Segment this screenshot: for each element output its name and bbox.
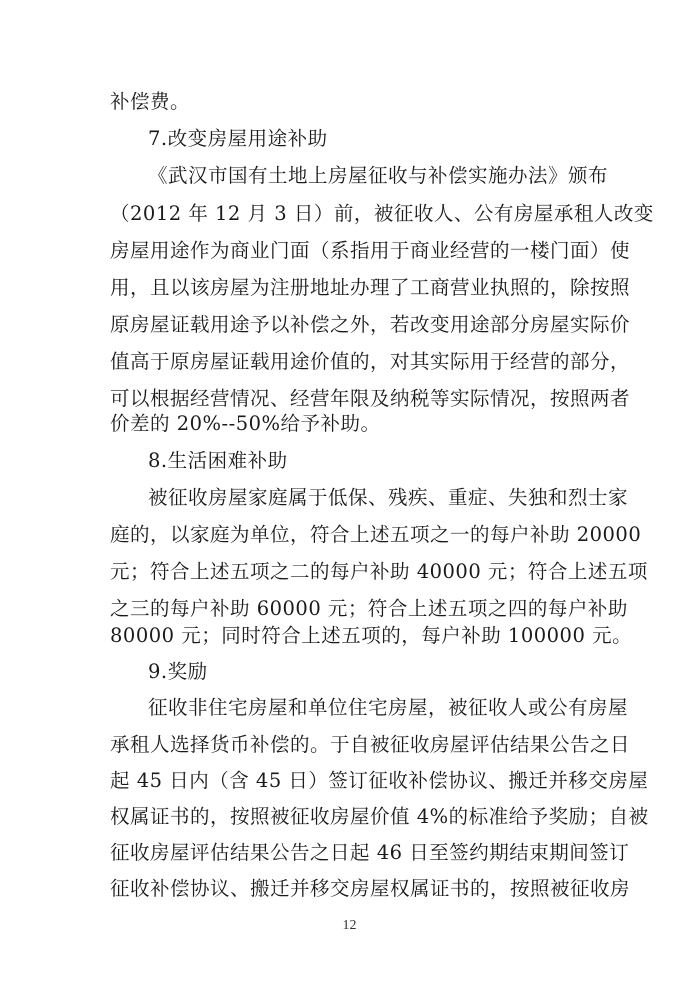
text-line: 价差的 20%--50%给予补助。 [110,412,381,435]
text-line: 被征收房屋家庭属于低保、残疾、重症、失独和烈士家 [148,486,629,509]
text-line: 承租人选择货币补偿的。于自被征收房屋评估结果公告之日 [110,733,631,756]
text-line: 原房屋证载用途予以补偿之外，若改变用途部分房屋实际价 [110,313,631,336]
text-line: 用，且以该房屋为注册地址办理了工商营业执照的，除按照 [110,276,631,299]
text-line: 征收补偿协议、搬迁并移交房屋权属证书的，按照被征收房 [110,877,631,900]
text-line: 权属证书的，按照被征收房屋价值 4%的标准给予奖励；自被 [110,805,649,828]
text-line: 起 45 日内（含 45 日）签订征收补偿协议、搬迁并移交房屋 [110,769,649,792]
text-line: 可以根据经营情况、经营年限及纳税等实际情况，按照两者 [110,387,631,410]
section-heading: 9.奖励 [148,660,208,683]
text-line: 《武汉市国有土地上房屋征收与补偿实施办法》颁布 [148,164,609,187]
text-line: 补偿费。 [110,90,191,113]
text-line: 元；符合上述五项之二的每户补助 40000 元；符合上述五项 [110,560,648,583]
section-heading: 8.生活困难补助 [148,449,288,472]
text-line: 征收非住宅房屋和单位住宅房屋，被征收人或公有房屋 [148,696,629,719]
text-line: 征收房屋评估结果公告之日起 46 日至签约期结束期间签订 [110,841,630,864]
text-line: （2012 年 12 月 3 日）前，被征收人、公有房屋承租人改变 [110,202,654,225]
text-line: 房屋用途作为商业门面（系指用于商业经营的一楼门面）使 [110,239,631,262]
section-heading: 7.改变房屋用途补助 [148,127,328,150]
text-line: 值高于原房屋证载用途价值的，对其实际用于经营的部分， [110,350,631,373]
page-number: 12 [342,918,357,933]
text-line: 80000 元；同时符合上述五项的，每户补助 100000 元。 [110,624,633,647]
text-line: 庭的，以家庭为单位，符合上述五项之一的每户补助 20000 [110,523,642,546]
text-line: 之三的每户补助 60000 元；符合上述五项之四的每户补助 [110,597,628,620]
